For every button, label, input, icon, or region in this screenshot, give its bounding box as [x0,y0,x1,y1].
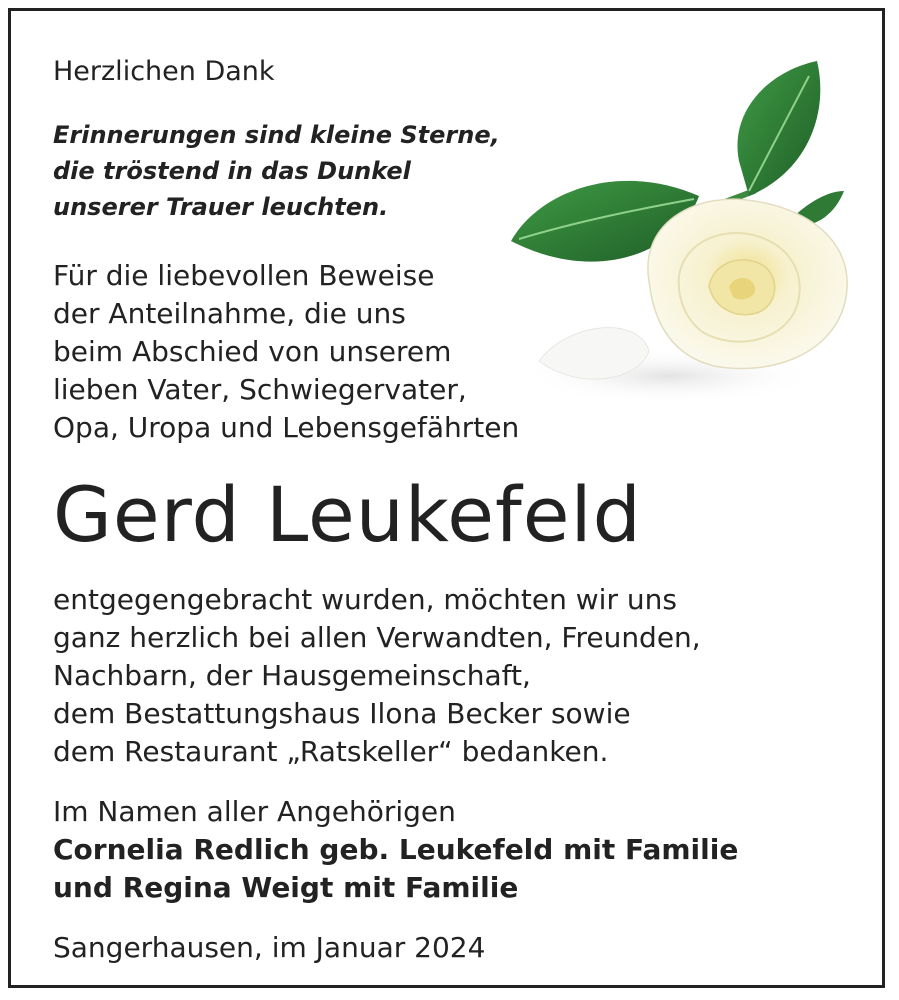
white-rose-icon [499,51,879,421]
quote-line: unserer Trauer leuchten. [53,193,389,221]
signature-intro: Im Namen aller Angehörigen [53,795,456,828]
intro-line: Für die liebevollen Beweise [53,259,435,292]
body-line: dem Bestattungshaus Ilona Becker sowie [53,697,631,730]
thanks-paragraph [53,581,701,771]
leaf-top [737,61,820,196]
body-line: ganz herzlich bei allen Verwandten, Freunden, [53,621,701,654]
notice-frame [8,8,885,988]
intro-paragraph [53,257,519,447]
body-line: Nachbarn, der Hausgemeinschaft, [53,659,531,692]
quote-line: Erinnerungen sind kleine Sterne, [53,121,500,149]
quote-line: die tröstend in das Dunkel [53,157,411,185]
intro-line: der Anteilnahme, die uns [53,297,406,330]
intro-line: lieben Vater, Schwiegervater, [53,373,467,406]
place-date: Sangerhausen, im Januar 2024 [53,931,486,964]
signature-name: und Regina Weigt mit Familie [53,871,519,904]
body-line: dem Restaurant „Ratskeller“ bedanken. [53,735,609,768]
signature-block [53,793,738,907]
deceased-name: Gerd Leukefeld [53,470,642,559]
body-line: entgegengebracht wurden, möchten wir uns [53,583,677,616]
intro-line: Opa, Uropa und Lebensgefährten [53,411,520,444]
signature-name: Cornelia Redlich geb. Leukefeld mit Familie [53,833,739,866]
intro-line: beim Abschied von unserem [53,335,452,368]
notice-heading: Herzlichen Dank [53,56,275,87]
memorial-quote [53,117,500,225]
